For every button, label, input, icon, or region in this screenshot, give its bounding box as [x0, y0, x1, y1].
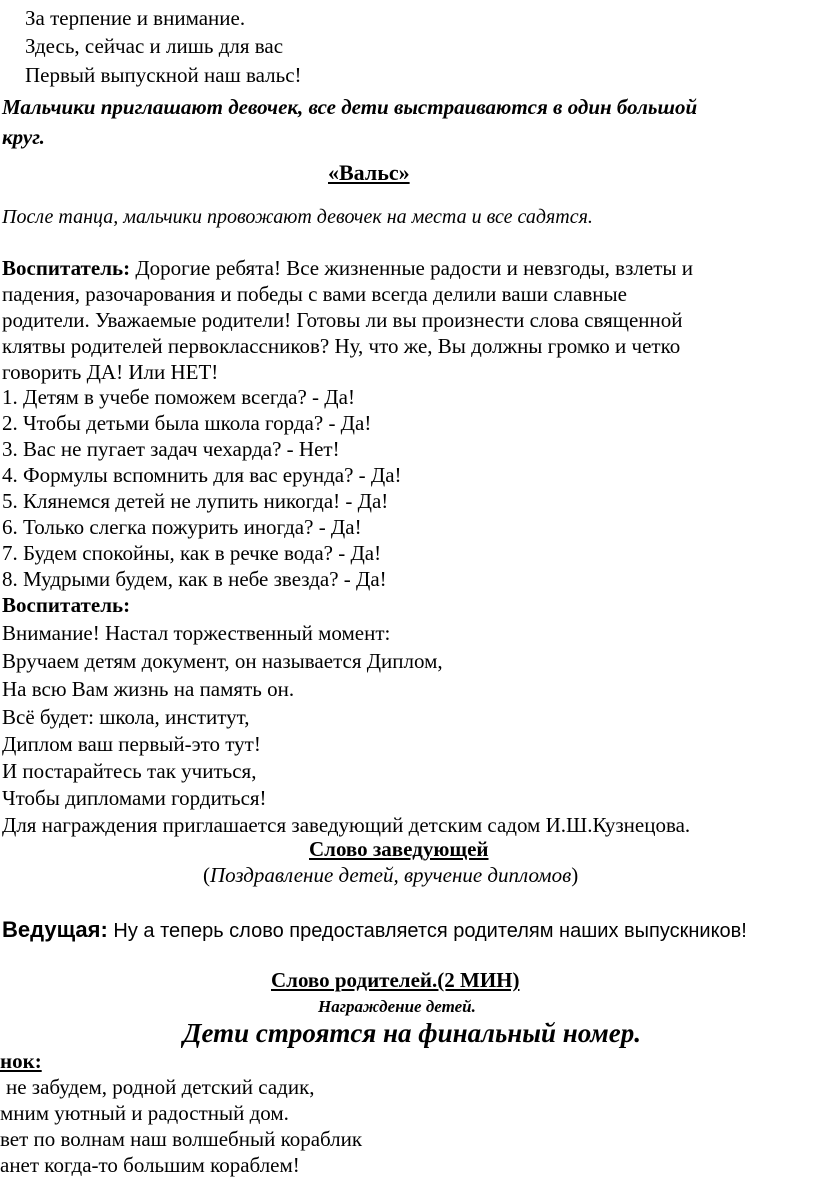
poem-line-3: Первый выпускной наш вальс! — [25, 63, 302, 87]
host-speaker: Ведущая: — [2, 917, 108, 942]
oath-item: 6. Только слегка пожурить иногда? - Да! — [2, 515, 362, 539]
poem-line-2: Здесь, сейчас и лишь для вас — [25, 34, 284, 58]
head-word-note — [203, 862, 578, 888]
final-direction: Дети строятся на финальный номер. — [183, 1018, 641, 1048]
teacher-speech-line-5: говорить ДА! Или НЕТ! — [2, 360, 219, 384]
child-line: мним уютный и радостный дом. — [0, 1101, 289, 1125]
paren-close: ) — [571, 863, 579, 887]
child-line: анет когда-то большим кораблем! — [0, 1153, 300, 1177]
oath-item: 7. Будем спокойны, как в речке вода? - Да! — [2, 541, 382, 565]
teacher-speech-line-4: клятвы родителей первоклассников? Ну, что же, Вы должны громко и четко — [2, 334, 681, 358]
teacher-2-line: Вручаем детям документ, он называется Диплом, — [2, 649, 443, 673]
teacher-2-line: На всю Вам жизнь на память он. — [2, 677, 295, 701]
teacher-2-line: И постарайтесь так учиться, — [2, 759, 257, 783]
teacher-speaker: Воспитатель: — [2, 256, 131, 280]
oath-item: 2. Чтобы детьми была школа горда? - Да! — [2, 411, 372, 435]
child-speaker: нок: — [0, 1049, 42, 1073]
teacher-2-line: Внимание! Настал торжественный момент: — [2, 621, 391, 645]
teacher-2-line: Всё будет: школа, институт, — [2, 705, 250, 729]
paren-open: ( — [203, 863, 210, 887]
teacher-speech-line-1 — [2, 255, 693, 281]
host-line — [2, 917, 747, 944]
teacher-2-speaker: Воспитатель: — [2, 593, 131, 617]
teacher-speech-line-2: падения, разочарования и победы с вами всегда делили ваши славные — [2, 282, 627, 306]
child-line: вет по волнам наш волшебный кораблик — [0, 1127, 363, 1151]
oath-item: 1. Детям в учебе поможем всегда? - Да! — [2, 385, 355, 409]
oath-item: 5. Клянемся детей не лупить никогда! - Да! — [2, 489, 389, 513]
teacher-2-line: Для награждения приглашается заведующий детским садом И.Ш.Кузнецова. — [2, 813, 691, 837]
teacher-2-line: Чтобы дипломами гордиться! — [2, 786, 267, 810]
oath-item: 8. Мудрыми будем, как в небе звезда? - Да! — [2, 567, 387, 591]
head-word-note-text: Поздравление детей, вручение дипломов — [210, 863, 572, 887]
after-dance-direction: После танца, мальчики провожают девочек на места и все садятся. — [2, 206, 593, 228]
awarding-note: Награждение детей. — [318, 997, 476, 1016]
host-text: Ну а теперь слово предоставляется родителям наших выпускников! — [107, 920, 747, 942]
stage-direction-line-1: Мальчики приглашают девочек, все дети выстраиваются в один большой — [2, 95, 698, 119]
poem-line-1: За терпение и внимание. — [25, 6, 246, 30]
teacher-2-line: Диплом ваш первый-это тут! — [2, 732, 261, 756]
head-word-title: Слово заведующей — [309, 837, 489, 861]
teacher-speech-line-3: родители. Уважаемые родители! Готовы ли вы произнести слова священной — [2, 308, 683, 332]
waltz-heading: «Вальс» — [328, 160, 410, 185]
stage-direction-line-2: круг. — [2, 125, 45, 149]
oath-item: 3. Вас не пугает задач чехарда? - Нет! — [2, 437, 340, 461]
teacher-text: Дорогие ребята! Все жизненные радости и невзгоды, взлеты и — [130, 256, 693, 280]
child-line: не забудем, родной детский садик, — [6, 1075, 315, 1099]
parents-word-title: Слово родителей.(2 МИН) — [271, 968, 520, 992]
oath-item: 4. Формулы вспомнить для вас ерунда? - Да! — [2, 463, 402, 487]
